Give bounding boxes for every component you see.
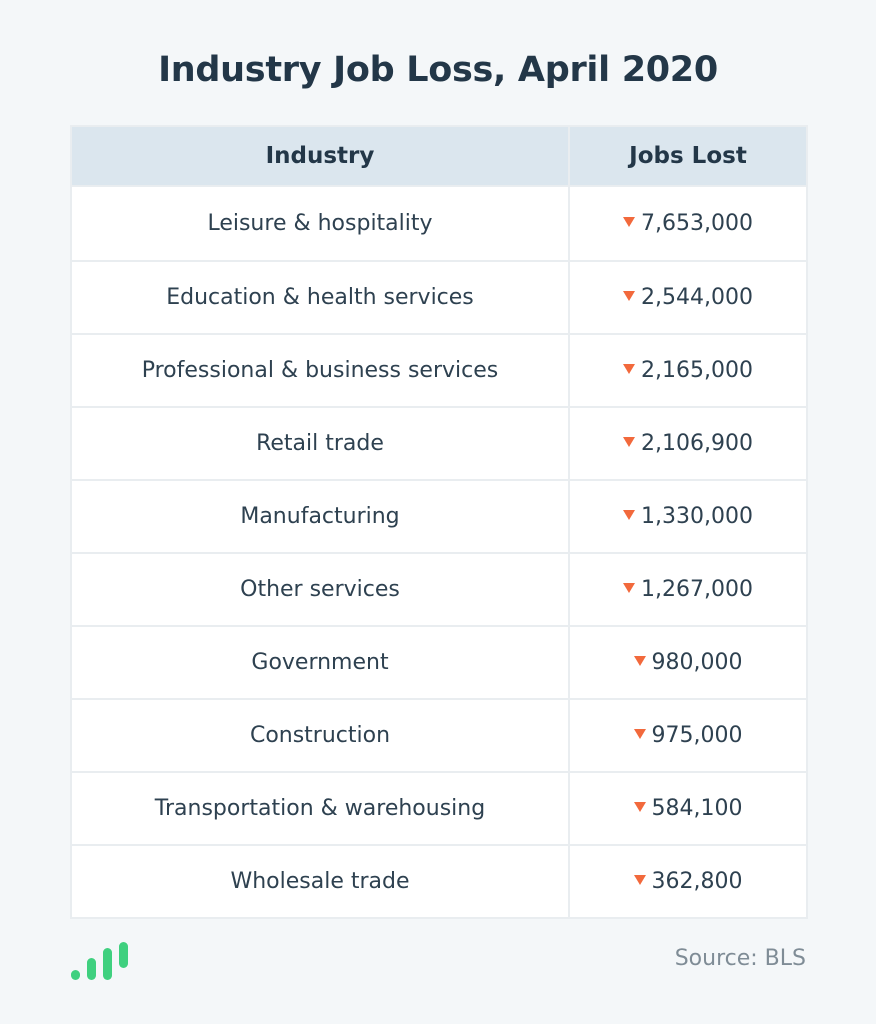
table-row <box>71 334 807 407</box>
source-note: Source: BLS <box>674 946 806 971</box>
table-row <box>71 772 807 845</box>
jobs-lost-value: 2,544,000 <box>641 285 753 310</box>
table-row <box>71 261 807 334</box>
table-row <box>71 480 807 553</box>
down-triangle-icon <box>623 510 635 520</box>
table-header-row <box>71 126 807 186</box>
logo-bar-2 <box>87 958 96 980</box>
industry-cell: Professional & business services <box>71 334 569 407</box>
jobs-lost-cell <box>569 407 807 480</box>
job-loss-table <box>70 125 808 919</box>
header-jobs-lost: Jobs Lost <box>569 126 807 186</box>
jobs-lost-value: 1,330,000 <box>641 504 753 529</box>
jobs-lost-value: 2,106,900 <box>641 431 753 456</box>
chart-title: Industry Job Loss, April 2020 <box>158 50 718 90</box>
header-industry: Industry <box>71 126 569 186</box>
down-triangle-icon <box>623 583 635 593</box>
table-row <box>71 845 807 918</box>
industry-cell: Construction <box>71 699 569 772</box>
jobs-lost-cell <box>569 553 807 626</box>
logo-bar-4 <box>119 942 128 968</box>
jobs-lost-cell <box>569 699 807 772</box>
jobs-lost-value: 584,100 <box>651 796 743 821</box>
jobs-lost-value: 975,000 <box>651 723 743 748</box>
jobs-lost-cell <box>569 845 807 918</box>
industry-cell: Wholesale trade <box>71 845 569 918</box>
logo-bar-1 <box>71 970 80 980</box>
jobs-lost-value: 980,000 <box>651 650 743 675</box>
industry-cell: Government <box>71 626 569 699</box>
jobs-lost-cell <box>569 772 807 845</box>
jobs-lost-value: 2,165,000 <box>641 358 753 383</box>
table-row <box>71 553 807 626</box>
industry-cell: Manufacturing <box>71 480 569 553</box>
table-row <box>71 407 807 480</box>
table-row <box>71 626 807 699</box>
jobs-lost-value: 7,653,000 <box>641 211 753 236</box>
table-row <box>71 186 807 261</box>
down-triangle-icon <box>634 875 646 885</box>
jobs-lost-cell <box>569 334 807 407</box>
down-triangle-icon <box>623 291 635 301</box>
down-triangle-icon <box>623 437 635 447</box>
down-triangle-icon <box>634 802 646 812</box>
table-row <box>71 699 807 772</box>
logo-bar-3 <box>103 948 112 980</box>
jobs-lost-cell <box>569 186 807 261</box>
jobs-lost-value: 1,267,000 <box>641 577 753 602</box>
down-triangle-icon <box>634 729 646 739</box>
industry-cell: Retail trade <box>71 407 569 480</box>
jobs-lost-cell <box>569 626 807 699</box>
jobs-lost-value: 362,800 <box>651 869 743 894</box>
down-triangle-icon <box>634 656 646 666</box>
industry-cell: Transportation & warehousing <box>71 772 569 845</box>
industry-cell: Leisure & hospitality <box>71 186 569 261</box>
industry-cell: Other services <box>71 553 569 626</box>
bar-chart-logo-icon <box>70 940 132 980</box>
jobs-lost-cell <box>569 480 807 553</box>
down-triangle-icon <box>623 364 635 374</box>
down-triangle-icon <box>623 217 635 227</box>
jobs-lost-cell <box>569 261 807 334</box>
industry-cell: Education & health services <box>71 261 569 334</box>
